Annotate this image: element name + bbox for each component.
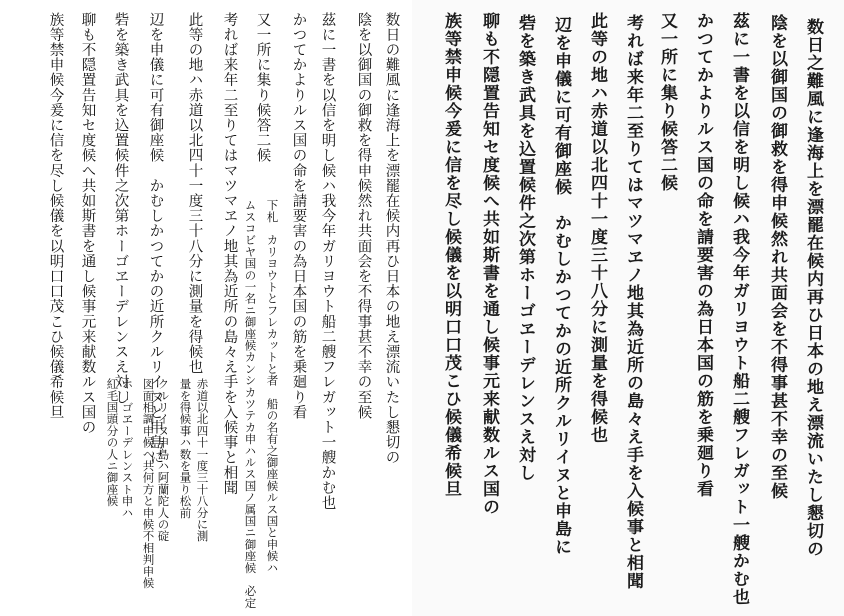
manuscript-line-1: 数日之難風に逢海上を漂罷在候内再ひ日本の地え漂流いたし懇切の — [803, 17, 823, 559]
transcription-page — [0, 0, 412, 616]
transcription-line-4: かつてかよりルス国の命を請要害の為日本国の筋を乗廻り看 — [290, 12, 307, 420]
note-line-1: 下札 カリヨウトとフレカットと者 船の名有之御座候ルス国と申候ハ — [265, 199, 280, 574]
manuscript-line-2: 陰を以御国の御救を得申候然れ共面会を不得事甚不幸の至候 — [767, 13, 787, 501]
note-line-6: 図面相調申候へ共何方と申候不相判申候 — [141, 378, 156, 589]
transcription-line-6: 考れば来年二至りてはマツマヱノ地其為近所の島々え手を入候事と相聞 — [221, 12, 238, 496]
transcription-line-8: 辺を申儀に可有御座候 かむしかつてかの近所クルリイヌと申島に — [147, 12, 164, 465]
transcription-line-10: 聊も不隠置告知セ度候へ共如斯書を通し候事元来献数ルス国の — [79, 12, 96, 435]
transcription-line-11: 族等禁申候今爰に信を尽し候儀を以明口口茂こひ候儀希候旦 — [47, 12, 64, 420]
manuscript-line-7: 此等の地ハ赤道以北四十一度三十八分に測量を得候也 — [587, 11, 607, 445]
note-line-8: 紅毛国頭分の人ニ御座候 — [105, 378, 120, 507]
manuscript-line-5: 又一所に集り候答二候 — [657, 11, 677, 193]
manuscript-page — [412, 0, 844, 616]
manuscript-line-9: 砦を築き武具を込置候件之次第ホーゴヱーデレンスえ対し — [515, 13, 535, 483]
note-line-4: 量を得候事ハ数を量り松前 — [178, 378, 193, 519]
transcription-line-9: 砦を築き武具を込置候件之次第ホーゴヱーデレンスえ対し — [112, 12, 129, 405]
transcription-line-3: 茲に一書を以信を明し候ハ我今年ガリヨウト船二艘フレガット一艘かむ也 — [319, 12, 336, 511]
manuscript-line-6: 考れば来年二至りてはマツマヱノ地其為近所の島々え手を入候事と相聞 — [623, 13, 643, 591]
note-line-5: クルリイヌ申島ハ阿蘭陀人の碇 — [156, 378, 171, 542]
manuscript-line-8: 辺を申儀に可有御座候 かむしかつてかの近所クルリイヌと申島に — [551, 15, 571, 557]
manuscript-line-10: 聊も不隠置告知セ度候へ共如斯書を通し候事元来献数ルス国の — [479, 11, 499, 517]
transcription-line-7: 此等の地ハ赤道以北四十一度三十八分に測量を得候也 — [186, 12, 203, 375]
manuscript-line-3: 茲に一書を以信を明し候ハ我今年ガリヨウト船二艘フレガット一艘かむ也 — [729, 11, 749, 607]
transcription-line-1: 数日の難風に逢海上を漂罷在候内再ひ日本の地え漂流いたし懇切の — [383, 12, 400, 465]
transcription-line-5: 又一所に集り候答二候 — [254, 12, 271, 163]
manuscript-line-11: 族等禁申候今爰に信を尽し候儀を以明口口茂こひ候儀希候旦 — [441, 11, 461, 499]
transcription-line-2: 陰を以御国の御救を得申候然れ共面会を不得事甚不幸の至候 — [355, 12, 372, 420]
manuscript-line-4: かつてかよりルス国の命を請要害の為日本国の筋を乗廻り看 — [693, 11, 713, 499]
note-line-3: 赤道以北四十一度三十八分に測 — [195, 378, 210, 542]
note-line-2: ムスコビヤ国の一名ニ御座候カンシカツテカ申ハルス国ノ属国ニ御座候 必定 — [243, 199, 258, 609]
note-line-7: ホーゴヱーデレンスト申ハ — [120, 378, 135, 519]
